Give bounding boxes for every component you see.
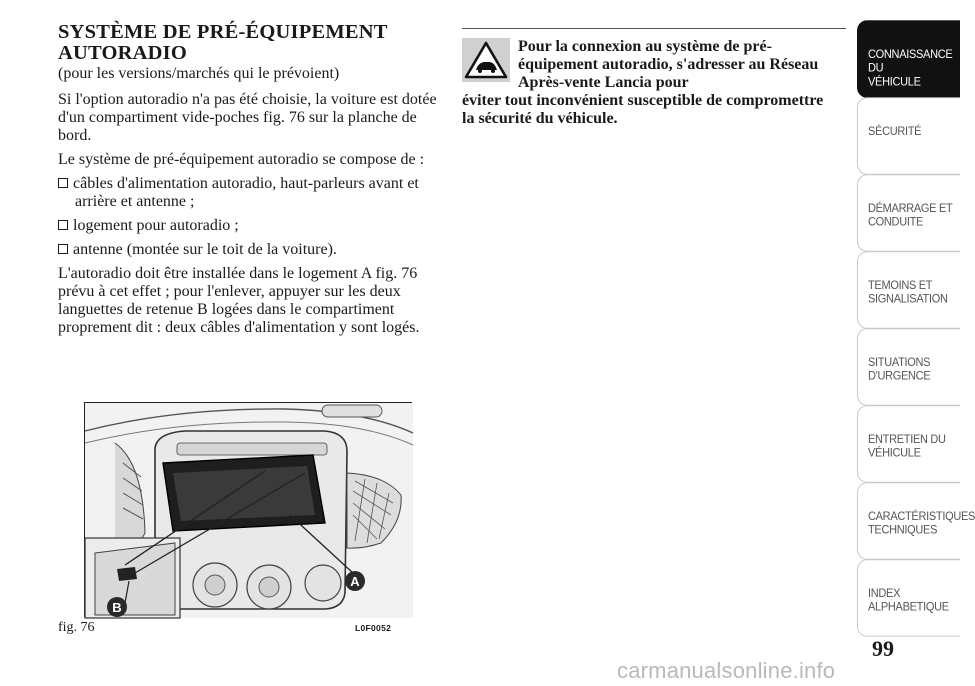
list-item: câbles d'alimentation autoradio, haut-parleurs avant et arrière et antenne ;	[58, 175, 440, 211]
tab-connaissance-du-vehicule[interactable]: CONNAISSANCE DU VÉHICULE	[857, 20, 960, 98]
tab-caracteristiques-techniques[interactable]: CARACTÉRISTIQUES TECHNIQUES	[857, 482, 960, 560]
section-title	[58, 22, 440, 64]
label-a: A	[350, 574, 360, 589]
paragraph-composition: Le système de pré-équipement autoradio se compose de :	[58, 151, 425, 168]
checkbox-bullet-icon	[58, 220, 68, 230]
warning-text-lead: Pour la connexion au système de pré-équipement autoradio, s'adresser au Réseau Après-vente Lancia pour	[518, 38, 819, 91]
page-number: 99	[872, 636, 894, 661]
left-column	[58, 22, 440, 343]
section-title-line1: SYSTÈME DE PRÉ-ÉQUIPEMENT	[58, 21, 388, 43]
tab-situations-d-urgence[interactable]: SITUATIONS D'URGENCE	[857, 328, 960, 406]
warning-text-rest: éviter tout inconvénient susceptible de compromettre la sécurité du véhicule.	[462, 92, 824, 127]
tab-securite[interactable]: SÉCURITÉ	[857, 97, 960, 175]
tab-temoins-et-signalisation[interactable]: TEMOINS ET SIGNALISATION	[857, 251, 960, 329]
list-item: antenne (montée sur le toit de la voiture).	[58, 241, 440, 259]
paragraph-installation: L'autoradio doit être installée dans le logement A fig. 76 prévu à cet effet ; pour l'enlever, appuyer sur les deux languettes de retenue B logées dans le compartiment proprement dit : deux câbles d'alimentation y sont logés.	[58, 265, 420, 336]
paragraph-intro: Si l'option autoradio n'a pas été choisie, la voiture est dotée d'un compartiment vide-poches fig. 76 sur la planche de bord.	[58, 91, 437, 144]
section-title-line2: AUTORADIO	[58, 42, 187, 64]
tab-demarrage-et-conduite[interactable]: DÉMARRAGE ET CONDUITE	[857, 174, 960, 252]
tab-index-alphabetique[interactable]: INDEX ALPHABETIQUE	[857, 559, 960, 637]
section-nav-tabs	[857, 22, 975, 638]
label-b: B	[112, 600, 122, 615]
component-list	[58, 175, 440, 259]
list-item: logement pour autoradio ;	[58, 217, 440, 235]
checkbox-bullet-icon	[58, 178, 68, 188]
figure-caption: fig. 76	[58, 620, 95, 635]
watermark: carmanualsonline.info	[617, 658, 836, 683]
checkbox-bullet-icon	[58, 244, 68, 254]
dashboard-drawing	[85, 403, 413, 618]
figure-dashboard-illustration	[84, 402, 412, 617]
figure-code: L0F0052	[355, 623, 392, 633]
section-subtitle: (pour les versions/marchés qui le prévoient)	[58, 65, 340, 82]
tab-entretien-du-vehicule[interactable]: ENTRETIEN DU VÉHICULE	[857, 405, 960, 483]
right-column	[462, 28, 838, 128]
